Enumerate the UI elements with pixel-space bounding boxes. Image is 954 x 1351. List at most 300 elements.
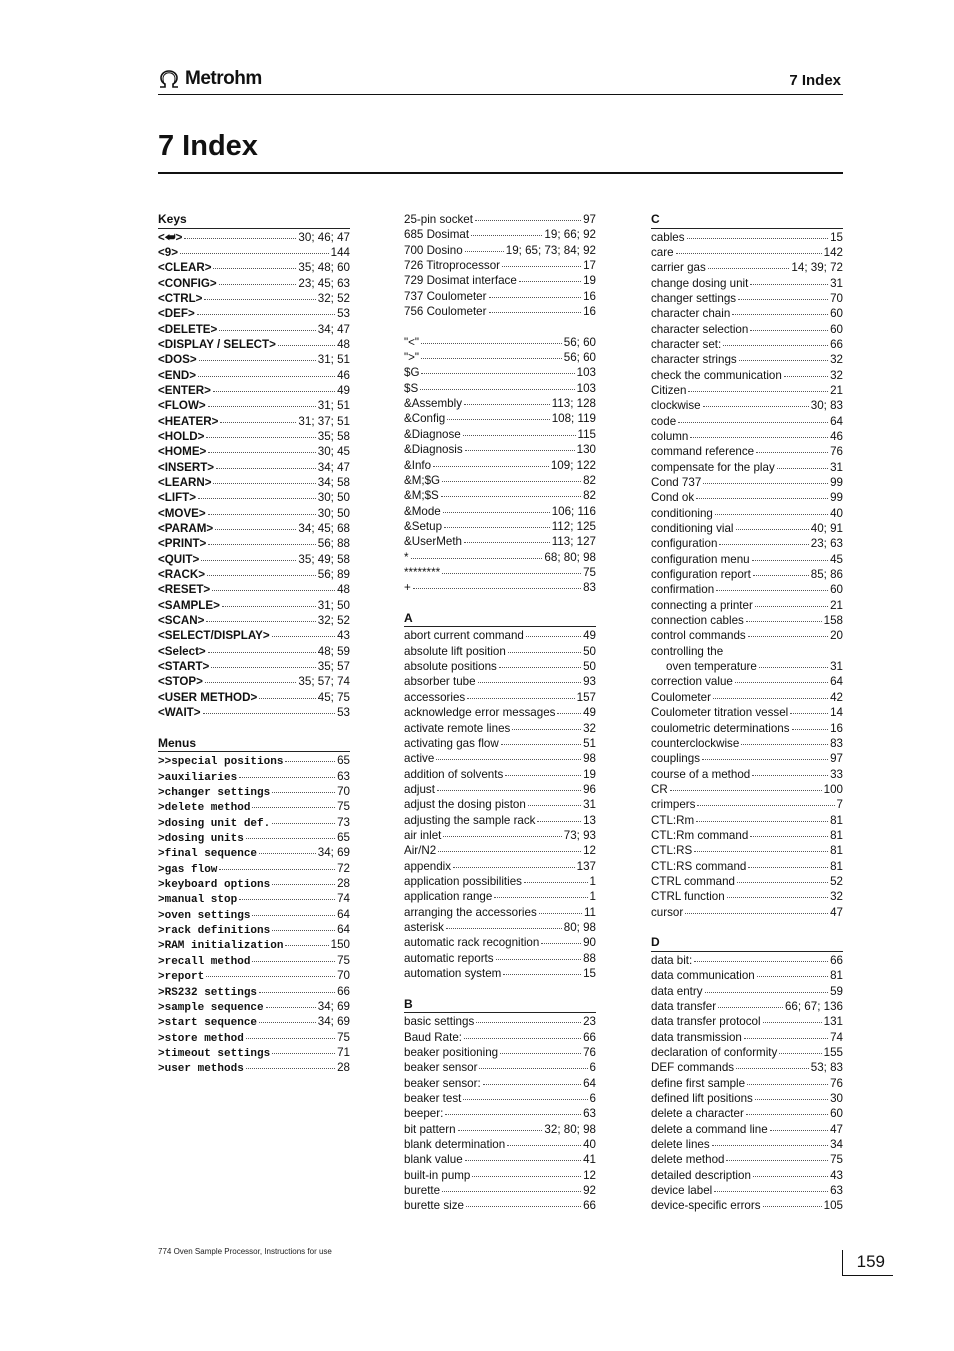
index-term: Citizen (651, 383, 687, 397)
index-term: changer settings (651, 291, 737, 305)
dot-leader (207, 575, 316, 576)
index-term: character selection (651, 322, 749, 336)
index-term: blank determination (404, 1137, 506, 1151)
index-page-refs: 34 (830, 1137, 843, 1151)
index-group-heading: D (651, 935, 843, 952)
index-entry (651, 322, 843, 337)
index-term: device label (651, 1183, 713, 1197)
dot-leader (464, 542, 550, 543)
index-entry (651, 782, 843, 797)
index-entry (158, 475, 350, 490)
index-page-refs: 31; 51 (317, 353, 350, 367)
dot-leader (753, 575, 809, 576)
index-entry (651, 1137, 843, 1152)
dot-leader (184, 238, 296, 239)
index-page-refs: 65 (337, 831, 350, 845)
index-entry (158, 567, 350, 582)
dot-leader (519, 281, 581, 282)
index-entry (404, 736, 596, 751)
index-page-refs: 73 (337, 815, 350, 829)
dot-leader (246, 838, 335, 839)
index-page-refs: 82 (583, 473, 596, 487)
index-term: <CLEAR> (158, 261, 212, 275)
dot-leader (252, 915, 335, 916)
index-term: character set: (651, 337, 722, 351)
dot-leader (215, 529, 296, 530)
index-term: 700 Dosino (404, 243, 463, 257)
index-entry (651, 690, 843, 705)
index-term: &Config (404, 412, 446, 426)
index-page-refs: 49 (337, 383, 350, 397)
index-entry (651, 337, 843, 352)
index-entry (651, 1091, 843, 1106)
index-entry (404, 1030, 596, 1045)
index-entry (158, 953, 350, 968)
index-term: application possibilities (404, 874, 522, 888)
dot-leader (421, 373, 574, 374)
dot-leader (208, 452, 315, 453)
index-entry (651, 1198, 843, 1213)
index-page-refs: 99 (830, 476, 843, 489)
dot-leader (685, 913, 828, 914)
index-entry (158, 784, 350, 799)
index-entry (158, 352, 350, 367)
index-term: <SAMPLE> (158, 598, 220, 612)
dot-leader (252, 961, 335, 962)
index-page-refs: 68; 80; 98 (544, 550, 596, 564)
index-term: ******** (404, 565, 441, 579)
dot-leader (496, 959, 582, 960)
dot-leader (736, 529, 809, 530)
dot-leader (465, 1160, 581, 1161)
index-entry (651, 843, 843, 858)
index-group-heading: C (651, 212, 843, 229)
index-term: <9> (158, 245, 178, 259)
index-entry (651, 889, 843, 904)
index-page-refs: 82 (583, 489, 596, 503)
index-term: configuration menu (651, 552, 750, 566)
dot-leader (272, 884, 335, 885)
dot-leader (750, 836, 828, 837)
index-entry (651, 953, 843, 968)
page-number-box (842, 1250, 893, 1276)
dot-leader (216, 468, 316, 469)
index-page-refs: 113; 127 (551, 535, 596, 549)
dot-leader (204, 299, 315, 300)
index-page-refs: 64 (830, 675, 843, 689)
index-term: &M;$G (404, 473, 441, 487)
index-page-refs: 31 (830, 660, 843, 674)
dot-leader (272, 636, 335, 637)
dot-leader (211, 667, 315, 668)
index-term: code (651, 414, 677, 428)
index-term: confirmation (651, 583, 715, 597)
index-entry (651, 475, 843, 490)
index-term: beaker positioning (404, 1045, 499, 1059)
dot-leader (702, 759, 828, 760)
index-page-refs: 66 (830, 337, 843, 351)
index-page-refs: 32; 52 (317, 614, 350, 628)
index-term: configuration (651, 537, 718, 551)
index-page-refs: 31; 51 (317, 399, 350, 413)
index-term: beaker test (404, 1091, 462, 1105)
index-entry (158, 368, 350, 383)
index-page-refs: 66 (583, 1199, 596, 1213)
index-page-refs: 75 (583, 565, 596, 579)
index-term: care (651, 245, 674, 259)
dot-leader (420, 389, 574, 390)
dot-leader (201, 560, 296, 561)
index-entry (404, 580, 596, 595)
index-entry (404, 1152, 596, 1167)
index-page-refs: 88 (583, 951, 596, 965)
index-page-refs: 7 (836, 798, 843, 812)
dot-leader (687, 238, 829, 239)
index-page-refs: 103 (576, 366, 596, 380)
index-entry (651, 414, 843, 429)
index-page-refs: 85; 86 (810, 568, 843, 582)
index-entry (404, 843, 596, 858)
index-term: Baud Rate: (404, 1030, 463, 1044)
index-term: burette (404, 1183, 441, 1197)
index-entry (158, 891, 350, 906)
index-term: >changer settings (158, 787, 271, 800)
dot-leader (779, 1053, 821, 1054)
index-term: course of a method (651, 767, 751, 781)
index-entry (404, 889, 596, 904)
index-term: declaration of conformity (651, 1045, 778, 1059)
index-page-refs: 81 (830, 813, 843, 827)
dot-leader (476, 1022, 581, 1023)
dot-leader (499, 667, 581, 668)
index-term: <FLOW> (158, 399, 206, 413)
index-term: carrier gas (651, 261, 706, 275)
index-page-refs: 34; 69 (317, 999, 350, 1013)
dot-leader (180, 253, 329, 254)
index-entry (651, 1106, 843, 1121)
index-term: <CTRL> (158, 291, 203, 305)
index-entry (404, 1076, 596, 1091)
index-entry (651, 598, 843, 613)
index-gap (404, 596, 596, 611)
dot-leader (433, 466, 549, 467)
dot-leader (442, 1191, 581, 1192)
index-term: absorber tube (404, 675, 476, 689)
index-page-refs: 70 (337, 969, 350, 983)
index-page-refs: 52 (830, 874, 843, 888)
index-page-refs: 81 (830, 828, 843, 842)
index-entry (404, 534, 596, 549)
index-entry (404, 951, 596, 966)
index-term: data transfer protocol (651, 1015, 761, 1029)
index-term: built-in pump (404, 1168, 471, 1182)
index-page-refs: 83 (583, 581, 596, 595)
dot-leader (792, 729, 829, 730)
index-page-refs: 48 (337, 337, 350, 351)
index-page-refs: 81 (830, 969, 843, 983)
dot-leader (421, 343, 562, 344)
index-term: data transmission (651, 1030, 742, 1044)
index-page-refs: 16 (830, 721, 843, 735)
index-term: &Assembly (404, 397, 462, 411)
index-term: absolute positions (404, 660, 497, 674)
dot-leader (246, 1038, 335, 1039)
index-page-refs: 56; 60 (563, 335, 596, 349)
logo-text: Metrohm (185, 68, 262, 89)
index-term: connection cables (651, 614, 744, 628)
dot-leader (528, 805, 581, 806)
index-page-refs: 65 (337, 754, 350, 768)
index-page-refs: 150 (330, 938, 350, 952)
index-term: appendix (404, 859, 452, 873)
dot-leader (736, 1068, 809, 1069)
index-entry (404, 859, 596, 874)
index-page-refs: 35; 58 (317, 429, 350, 443)
index-page-refs: 155 (823, 1045, 843, 1059)
index-gap (158, 721, 350, 736)
index-page-refs: 60 (830, 583, 843, 597)
dot-leader (199, 360, 316, 361)
index-page-refs: 43 (337, 629, 350, 643)
index-page-refs: 74 (337, 892, 350, 906)
dot-leader (503, 974, 581, 975)
dot-leader (471, 235, 542, 236)
index-page-refs: 14; 39; 72 (791, 261, 843, 275)
index-entry (158, 830, 350, 845)
index-entry (404, 212, 596, 227)
dot-leader (442, 573, 581, 574)
index-page-refs: 19; 65; 73; 84; 92 (505, 243, 596, 257)
index-page-refs: 12 (583, 1168, 596, 1182)
index-entry (651, 352, 843, 367)
index-entry (404, 488, 596, 503)
index-page-refs: 21 (830, 383, 843, 397)
index-page-refs: 66 (830, 953, 843, 967)
index-term: <USER METHOD> (158, 690, 258, 704)
index-term: &Diagnosis (404, 443, 463, 457)
index-term: conditioning vial (651, 522, 734, 536)
index-term: automatic reports (404, 951, 494, 965)
index-page-refs: 1 (589, 874, 596, 888)
index-entry (158, 690, 350, 705)
dot-leader (755, 606, 828, 607)
dot-leader (252, 807, 335, 808)
index-entry (651, 506, 843, 521)
index-term: CTRL command (651, 874, 735, 888)
omega-logo-icon (158, 69, 180, 89)
dot-leader (763, 1206, 822, 1207)
index-term: adjusting the sample rack (404, 813, 536, 827)
index-entry (651, 813, 843, 828)
index-page-refs: 43 (830, 1168, 843, 1182)
dot-leader (447, 419, 549, 420)
index-entry (158, 659, 350, 674)
index-column-2 (404, 212, 596, 1214)
index-page-refs: 32 (583, 721, 596, 735)
index-entry (158, 907, 350, 922)
index-entry (651, 859, 843, 874)
index-entry (404, 550, 596, 565)
index-term: column (651, 429, 689, 443)
index-entry (651, 736, 843, 751)
index-entry (404, 565, 596, 580)
index-page-refs: 63 (830, 1183, 843, 1197)
index-page-refs: 48; 59 (317, 644, 350, 658)
index-term: <DISPLAY / SELECT> (158, 337, 276, 351)
index-entry (404, 411, 596, 426)
index-term: application range (404, 890, 493, 904)
index-page-refs: 34; 69 (317, 846, 350, 860)
index-term: change dosing unit (651, 276, 749, 290)
index-page-refs: 14 (830, 706, 843, 720)
index-page-refs: 66 (583, 1030, 596, 1044)
index-entry (404, 935, 596, 950)
dot-leader (463, 435, 576, 436)
dot-leader (208, 406, 316, 407)
dot-leader (750, 330, 828, 331)
index-entry (158, 444, 350, 459)
index-entry (158, 291, 350, 306)
index-entry (404, 289, 596, 304)
index-term: command reference (651, 445, 755, 459)
index-entry (404, 813, 596, 828)
index-page-refs: 92 (583, 1183, 596, 1197)
index-term: detailed description (651, 1168, 751, 1182)
dot-leader (259, 853, 316, 854)
dot-leader (198, 376, 335, 377)
index-entry (404, 782, 596, 797)
index-term: cables (651, 230, 685, 244)
index-entry (404, 304, 596, 319)
index-term: configuration report (651, 568, 751, 582)
index-entry (651, 628, 843, 643)
index-page-refs: 90 (583, 936, 596, 950)
index-page-refs: 46 (830, 429, 843, 443)
dot-leader (219, 284, 297, 285)
index-term: <PARAM> (158, 522, 214, 536)
index-entry (404, 504, 596, 519)
dot-leader (752, 775, 828, 776)
index-term: >user methods (158, 1063, 244, 1076)
index-entry (158, 674, 350, 689)
dot-leader (465, 251, 504, 252)
index-page-refs: 63 (337, 769, 350, 783)
index-entry (158, 260, 350, 275)
index-term: 737 Coulometer (404, 289, 487, 303)
dot-leader (732, 314, 828, 315)
index-page-refs: 75 (337, 800, 350, 814)
index-term: CTL:RS (651, 844, 693, 858)
index-entry (651, 644, 843, 659)
index-term: cursor (651, 905, 684, 919)
index-page-refs: 75 (830, 1153, 843, 1167)
index-entry (158, 799, 350, 814)
index-entry (651, 230, 843, 245)
dot-leader (784, 376, 828, 377)
dot-leader (502, 266, 581, 267)
index-page-refs: 80; 98 (563, 920, 596, 934)
index-term: <⮨> (158, 230, 183, 244)
index-page-refs: 30; 50 (317, 506, 350, 520)
index-page-refs: 28 (337, 877, 350, 891)
dot-leader (213, 483, 315, 484)
index-entry (158, 937, 350, 952)
index-term: + (404, 581, 411, 595)
dot-leader (272, 1053, 335, 1054)
dot-leader (746, 1114, 828, 1115)
index-term: counterclockwise (651, 736, 740, 750)
dot-leader (464, 1038, 581, 1039)
index-entry (158, 552, 350, 567)
index-term: CTL:Rm command (651, 828, 749, 842)
index-entry (158, 598, 350, 613)
index-gap (651, 920, 843, 935)
index-entry (404, 905, 596, 920)
index-term: air inlet (404, 828, 442, 842)
index-page-refs: 108; 119 (551, 412, 596, 426)
index-term: >final sequence (158, 848, 258, 861)
index-page-refs: 60 (830, 322, 843, 336)
index-page-refs: 72 (337, 861, 350, 875)
index-term: 726 Titroprocessor (404, 259, 501, 273)
dot-leader (458, 1130, 543, 1131)
index-page-refs: 16 (583, 305, 596, 319)
index-page-refs: 28 (337, 1061, 350, 1075)
dot-leader (726, 1160, 828, 1161)
dot-leader (696, 498, 828, 499)
index-entry (158, 628, 350, 643)
dot-leader (446, 928, 562, 929)
index-term: delete a command line (651, 1122, 768, 1136)
page-header (158, 64, 843, 95)
index-page-refs: 66; 67; 136 (784, 999, 843, 1013)
index-page-refs: 30; 50 (317, 491, 350, 505)
index-page-refs: 30; 45 (317, 445, 350, 459)
index-entry (651, 828, 843, 843)
index-term: >store method (158, 1032, 244, 1045)
index-entry (651, 797, 843, 812)
index-page-refs: 34; 47 (317, 460, 350, 474)
index-page-refs: 81 (830, 844, 843, 858)
index-term: <LIFT> (158, 491, 197, 505)
dot-leader (436, 759, 581, 760)
index-term: adjust the dosing piston (404, 798, 526, 812)
index-page-refs: 30 (830, 1091, 843, 1105)
index-page-refs: 17 (583, 259, 596, 273)
index-page-refs: 100 (823, 782, 843, 796)
dot-leader (259, 992, 335, 993)
index-entry (651, 276, 843, 291)
index-page-refs: 76 (583, 1045, 596, 1059)
index-entry (404, 966, 596, 981)
dot-leader (278, 345, 335, 346)
index-entry (651, 291, 843, 306)
index-page-refs: 31 (830, 276, 843, 290)
index-term: 685 Dosimat (404, 228, 470, 242)
index-page-refs: 48 (337, 583, 350, 597)
index-term: <Select> (158, 644, 206, 658)
index-entry (651, 1183, 843, 1198)
index-page-refs: 56; 88 (317, 537, 350, 551)
index-entry (404, 427, 596, 442)
index-page-refs: 53 (337, 307, 350, 321)
index-page-refs: 75 (337, 1030, 350, 1044)
index-term: accessories (404, 690, 466, 704)
dot-leader (790, 713, 828, 714)
index-term: <STOP> (158, 675, 203, 689)
index-entry (651, 1060, 843, 1075)
index-term: &UserMeth (404, 535, 462, 549)
